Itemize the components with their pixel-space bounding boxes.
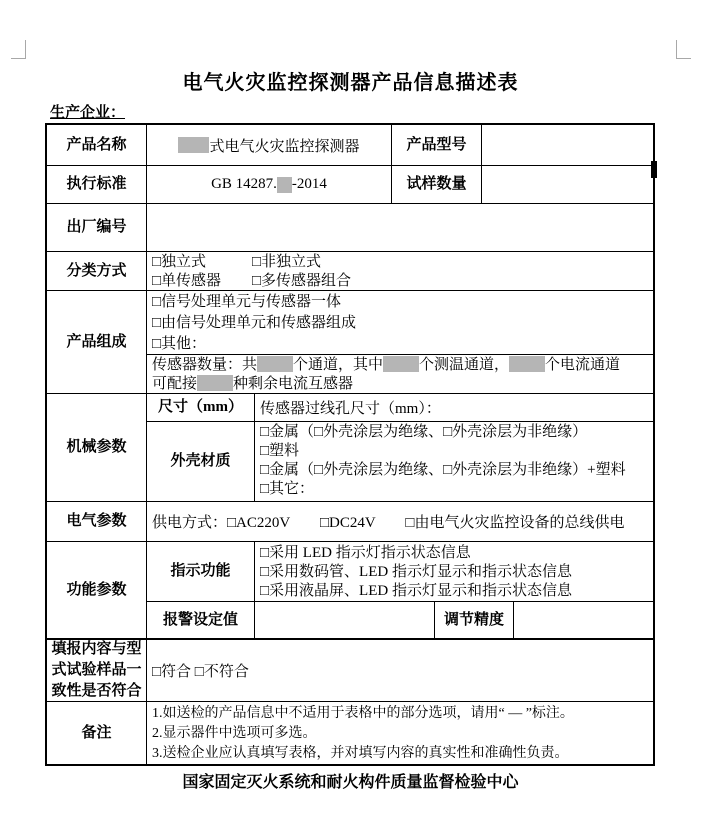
scan-artifact-mark (651, 161, 657, 178)
factory-no-value-cell (147, 204, 653, 251)
remark-1: 1.如送检的产品信息中不适用于表格中的部分选项，请用“ — ”标注。 (152, 706, 574, 721)
option-independent: □独立式 (152, 254, 207, 270)
factory-no-label: 出厂编号 (47, 204, 147, 251)
product-name-label: 产品名称 (47, 125, 147, 165)
option-digital-led: □采用数码管、LED 指示灯显示和指示状态信息 (260, 564, 572, 580)
table-row (47, 204, 653, 252)
redaction-box (178, 137, 209, 153)
option-non-independent: □非独立式 (252, 254, 322, 270)
sensor-count-text (147, 355, 653, 394)
alarm-subrow (147, 602, 653, 638)
redaction-box (509, 356, 545, 372)
shell-subrow (147, 422, 653, 501)
alarm-setpoint-value-cell (255, 602, 435, 638)
sensor-count-subrow (147, 355, 653, 394)
mechanical-cells (147, 394, 653, 501)
option-single-sensor: □单传感器 (152, 273, 222, 289)
sensor-seg2: 个通道，其中 (293, 357, 384, 373)
table-row (47, 252, 653, 291)
option-other: □其他： (152, 336, 207, 352)
indicator-label: 指示功能 (147, 542, 255, 601)
product-name-value (147, 125, 392, 165)
table-row (47, 125, 653, 166)
page-corner-mark-right (676, 40, 691, 59)
standard-label: 执行标准 (47, 166, 147, 203)
alarm-setpoint-label: 报警设定值 (147, 602, 255, 638)
consistency-options: □符合 □不符合 (152, 664, 249, 680)
functional-cells (147, 542, 653, 638)
option-metal-plastic: □金属（□外壳涂层为绝缘、□外壳涂层为非绝缘）+塑料 (260, 461, 626, 478)
shell-material-options (255, 422, 653, 501)
remark-2: 2.显示器件中选项可多选。 (152, 726, 317, 741)
mechanical-label: 机械参数 (47, 394, 147, 501)
remarks-notes (147, 702, 653, 764)
option-unit-plus-sensor: □由信号处理单元和传感器组成 (152, 315, 357, 331)
page-corner-mark-left (11, 40, 26, 59)
product-model-value-cell (482, 125, 653, 165)
power-supply-options: 供电方式：□AC220V □DC24V □由电气火灾监控设备的总线供电 (152, 515, 625, 531)
consistency-label (47, 640, 147, 701)
sensor-seg4: 个电流通道 (545, 357, 621, 373)
remark-3: 3.送检企业应认真填写表格，并对填写内容的真实性和准确性负责。 (152, 746, 569, 761)
electrical-label: 电气参数 (47, 502, 147, 541)
table-row (47, 291, 653, 394)
table-row (47, 702, 653, 764)
classification-line1 (152, 253, 653, 272)
sensor-line2-prefix: 可配接 (152, 376, 198, 392)
classification-line2 (152, 272, 653, 291)
table-row (47, 640, 653, 702)
sample-qty-value-cell (482, 166, 653, 203)
inspection-center-name: 国家固定灭火系统和耐火构件质量监督检验中心 (182, 774, 519, 791)
composition-cells (147, 291, 653, 393)
option-plastic: □塑料 (260, 442, 300, 459)
redaction-box (197, 375, 233, 391)
sensor-count-line2 (152, 375, 653, 394)
option-multi-sensor: □多传感器组合 (252, 273, 352, 289)
option-shell-other: □其它： (260, 480, 315, 497)
adjust-precision-value-cell (514, 602, 653, 638)
indicator-options (255, 542, 653, 601)
shell-material-label: 外壳材质 (147, 422, 255, 501)
redaction-box (257, 356, 293, 372)
composition-options-subrow (147, 291, 653, 355)
table-row (47, 394, 653, 502)
size-value: 传感器过线孔尺寸（mm）： (260, 400, 441, 417)
sensor-count-line1 (152, 356, 653, 375)
sensor-seg1: 传感器数量：共 (152, 357, 258, 373)
indicator-subrow (147, 542, 653, 602)
sample-qty-label: 试样数量 (392, 166, 482, 203)
composition-label: 产品组成 (47, 291, 147, 393)
table-row (47, 166, 653, 204)
standard-text-prefix: GB 14287. (211, 176, 277, 192)
manufacturer-label: 生产企业： (50, 105, 126, 121)
redaction-box (277, 177, 292, 193)
sensor-seg3: 个测温通道， (419, 357, 510, 373)
product-name-text: 式电气火灾监控探测器 (209, 138, 360, 155)
classification-options (147, 252, 653, 290)
sensor-line2-suffix: 种剩余电流互感器 (233, 376, 354, 392)
table-row (47, 502, 653, 542)
composition-options (147, 291, 653, 354)
page-title: 电气火灾监控探测器产品信息描述表 (182, 72, 519, 94)
adjust-precision-label: 调节精度 (435, 602, 514, 638)
option-lcd-led: □采用液晶屏、LED 指示灯显示和指示状态信息 (260, 583, 572, 599)
size-label: 尺寸（mm） (147, 394, 255, 421)
classification-label: 分类方式 (47, 252, 147, 290)
product-info-table (45, 123, 655, 638)
redaction-box (383, 356, 419, 372)
consistency-label-text: 填报内容与型式试验样品一致性是否符合 (51, 641, 142, 699)
option-integrated-unit: □信号处理单元与传感器一体 (152, 294, 342, 310)
standard-value (147, 166, 392, 203)
remarks-label: 备注 (47, 702, 147, 764)
option-led: □采用 LED 指示灯指示状态信息 (260, 545, 471, 561)
size-subrow (147, 394, 653, 422)
bottom-section-table (45, 638, 655, 766)
table-row (47, 542, 653, 638)
product-model-label: 产品型号 (392, 125, 482, 165)
option-metal: □金属（□外壳涂层为绝缘、□外壳涂层为非绝缘） (260, 423, 588, 440)
standard-text-suffix: -2014 (291, 176, 327, 192)
functional-label: 功能参数 (47, 542, 147, 638)
